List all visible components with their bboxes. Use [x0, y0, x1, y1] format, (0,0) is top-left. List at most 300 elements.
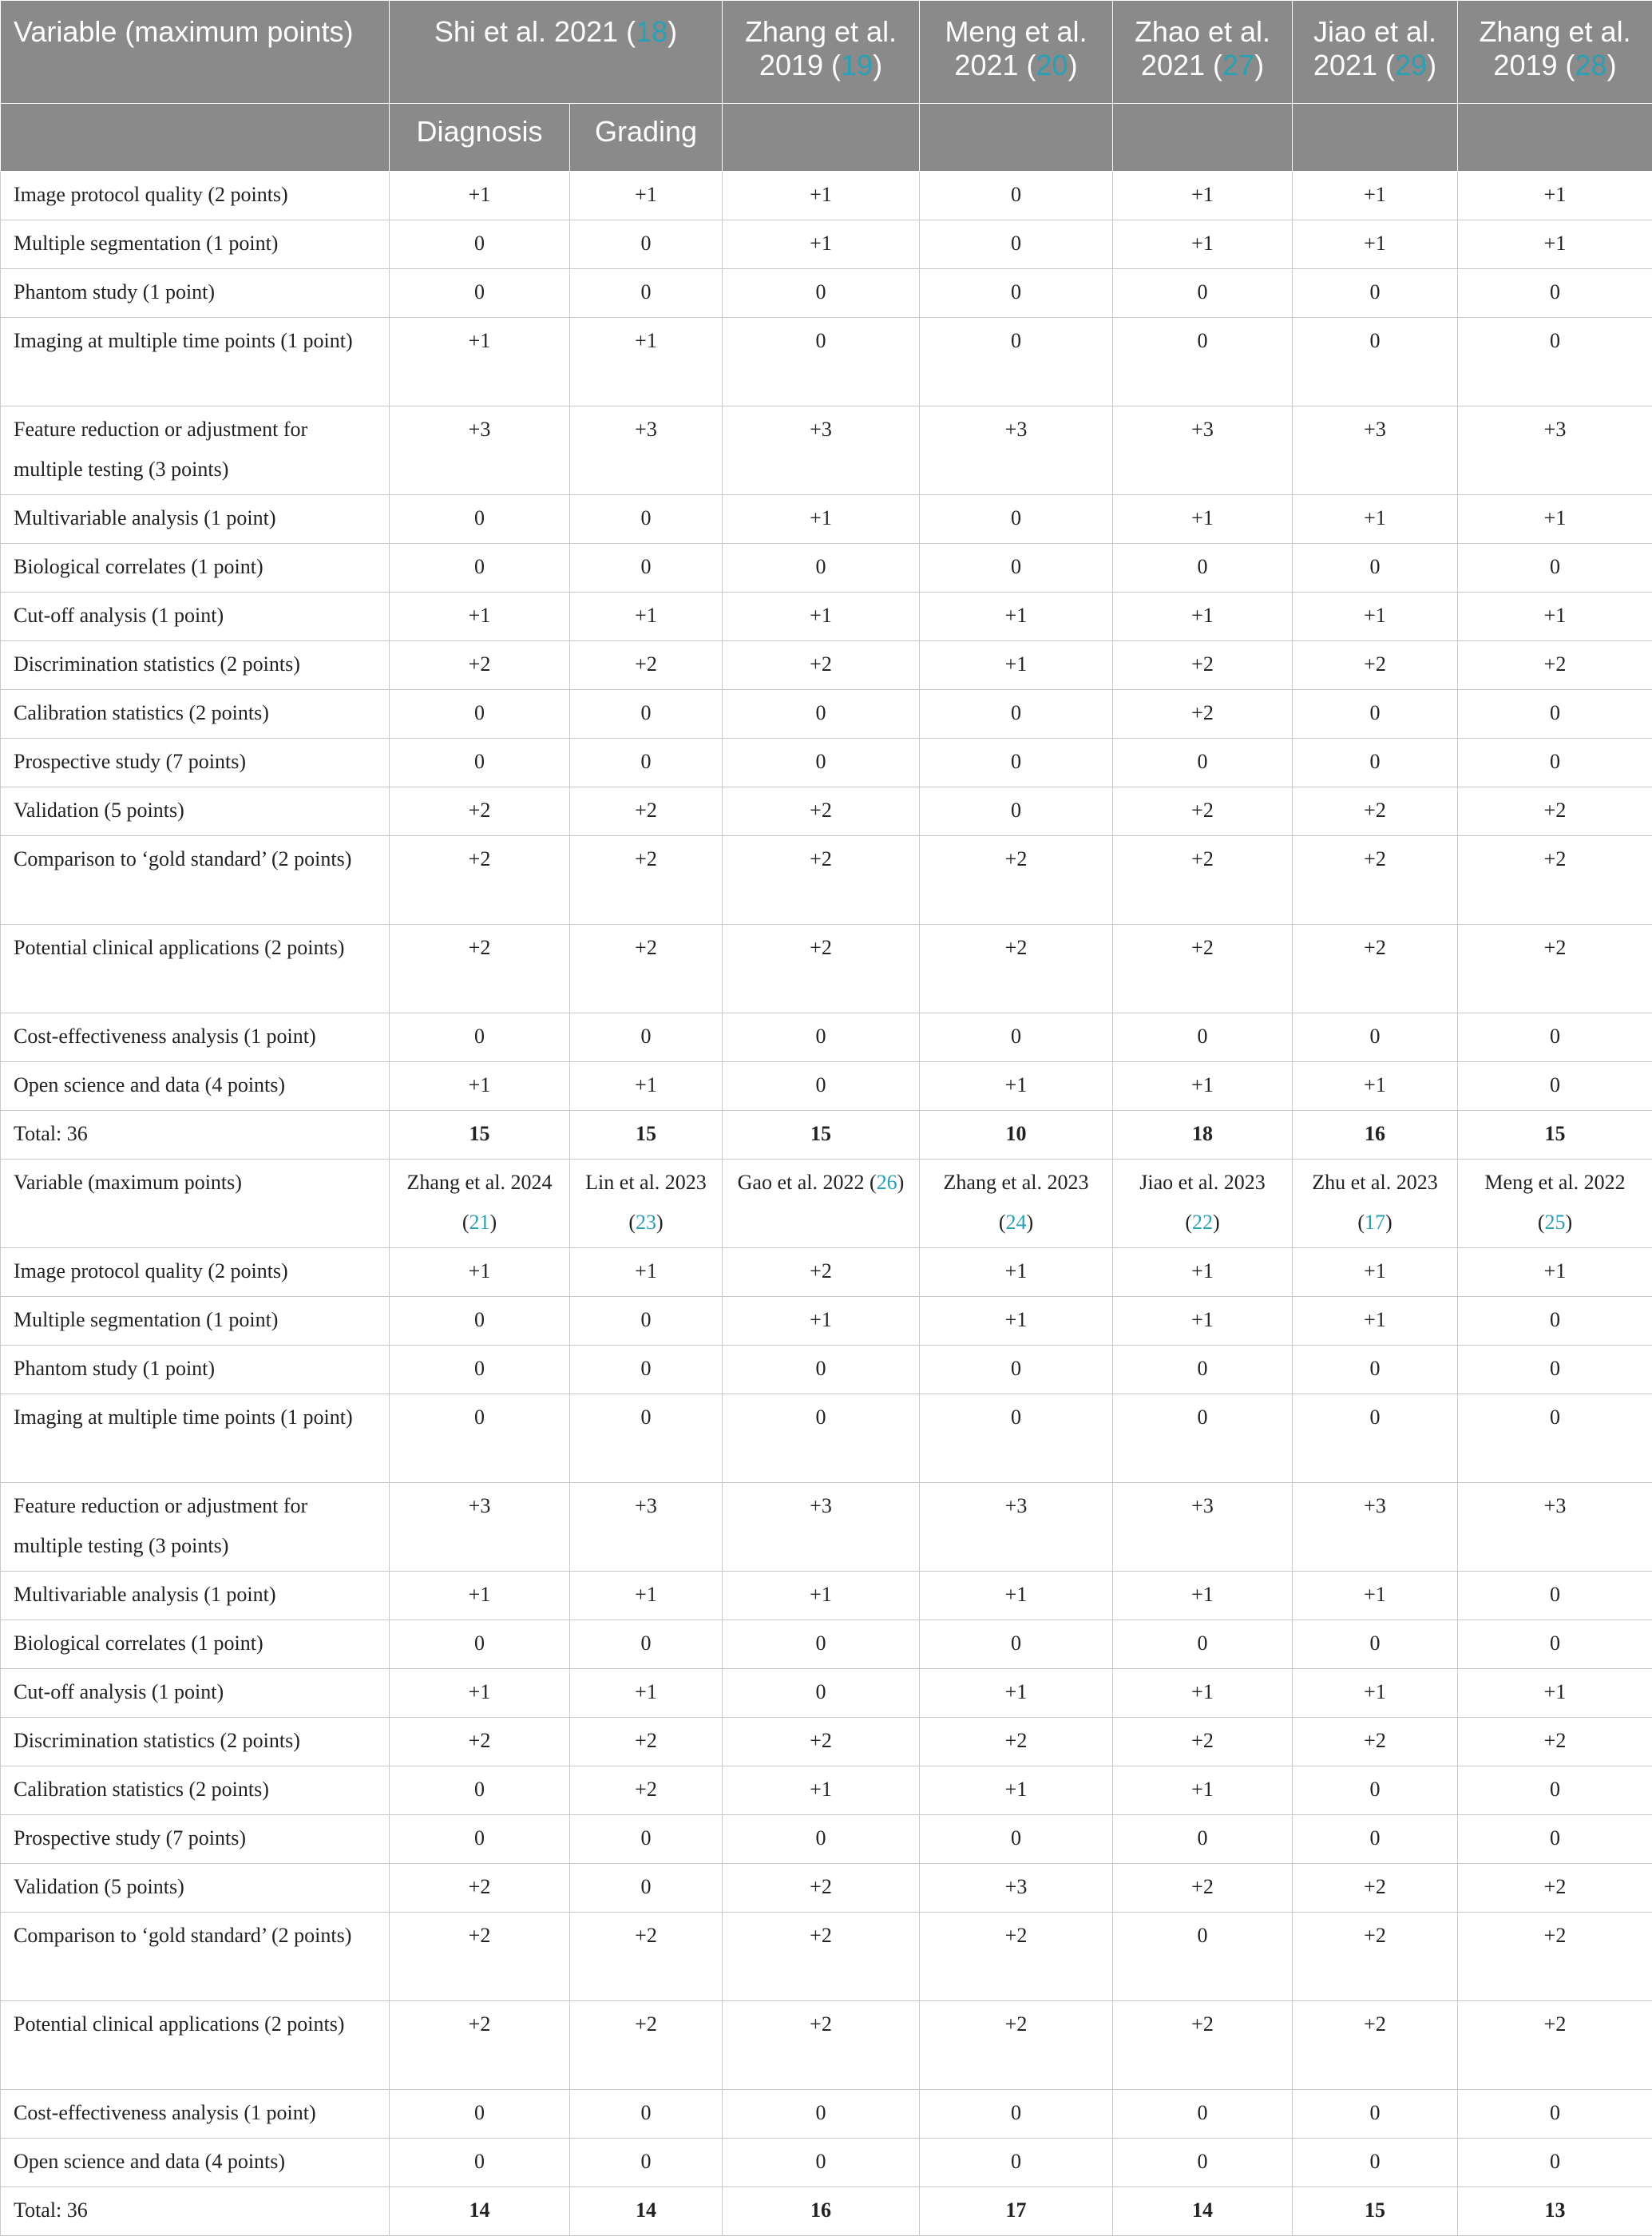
- reference-link[interactable]: 23: [636, 1211, 656, 1234]
- reference-link[interactable]: 17: [1365, 1211, 1385, 1234]
- table-row: [1, 1013, 1652, 1062]
- table-row: [1, 593, 1652, 641]
- score-cell: 0: [920, 318, 1113, 406]
- score-cell: 0: [570, 1394, 723, 1483]
- score-cell: 0: [1458, 1297, 1652, 1346]
- score-cell: 0: [920, 739, 1113, 787]
- score-cell: 0: [1293, 1013, 1458, 1062]
- score-cell: 0: [920, 544, 1113, 593]
- row-label: Biological correlates (1 point): [1, 1620, 390, 1669]
- score-cell: +1: [1458, 495, 1652, 544]
- score-cell: 0: [920, 2090, 1113, 2139]
- header-study-0: Shi et al. 2021 (18): [390, 1, 723, 104]
- score-cell: +1: [920, 1062, 1113, 1111]
- score-cell: +2: [920, 1718, 1113, 1766]
- score-cell: +2: [1113, 641, 1293, 690]
- score-cell: +2: [1293, 641, 1458, 690]
- score-cell: +1: [570, 172, 723, 220]
- score-cell: +2: [570, 787, 723, 836]
- table-row: [1, 641, 1652, 690]
- score-cell: 0: [1458, 690, 1652, 739]
- reference-link[interactable]: 27: [1222, 49, 1254, 81]
- reference-link[interactable]: 18: [636, 15, 668, 48]
- total-row: [1, 2187, 1652, 2236]
- score-cell: +1: [1113, 1248, 1293, 1297]
- score-cell: 0: [920, 1620, 1113, 1669]
- score-cell: 0: [1293, 318, 1458, 406]
- header-study-5: Zhang et al. 2019 (28): [1458, 1, 1652, 104]
- score-cell: +2: [723, 925, 920, 1013]
- total-cell: 14: [390, 2187, 570, 2236]
- score-cell: +2: [1113, 925, 1293, 1013]
- score-cell: 0: [723, 318, 920, 406]
- row-label: Cut-off analysis (1 point): [1, 593, 390, 641]
- row-label: Image protocol quality (2 points): [1, 172, 390, 220]
- score-cell: +1: [1113, 1062, 1293, 1111]
- total-cell: 14: [1113, 2187, 1293, 2236]
- score-cell: +2: [1293, 2001, 1458, 2090]
- score-cell: 0: [570, 690, 723, 739]
- score-cell: 0: [723, 544, 920, 593]
- row-label: Multivariable analysis (1 point): [1, 495, 390, 544]
- score-cell: +3: [920, 1864, 1113, 1913]
- total-cell: 15: [390, 1111, 570, 1160]
- score-cell: +1: [1458, 172, 1652, 220]
- score-cell: 0: [1293, 739, 1458, 787]
- header-blank: [1293, 104, 1458, 172]
- score-cell: 0: [920, 690, 1113, 739]
- score-cell: 0: [1113, 1394, 1293, 1483]
- score-cell: 0: [920, 1394, 1113, 1483]
- score-cell: +2: [1293, 1913, 1458, 2001]
- score-cell: +1: [1113, 1669, 1293, 1718]
- score-cell: +2: [920, 1913, 1113, 2001]
- score-cell: +2: [1458, 836, 1652, 925]
- score-cell: +1: [1458, 1669, 1652, 1718]
- score-cell: +2: [723, 1864, 920, 1913]
- table-row: [1, 2090, 1652, 2139]
- score-cell: +3: [390, 406, 570, 495]
- score-cell: +2: [570, 2001, 723, 2090]
- score-cell: 0: [1113, 1620, 1293, 1669]
- score-cell: 0: [390, 220, 570, 269]
- table-row: [1, 269, 1652, 318]
- header-study-4: Jiao et al. 2021 (29): [1293, 1, 1458, 104]
- score-cell: 0: [723, 1620, 920, 1669]
- score-cell: +1: [570, 1669, 723, 1718]
- total-row: [1, 1111, 1652, 1160]
- score-cell: 0: [920, 1013, 1113, 1062]
- score-cell: +3: [570, 406, 723, 495]
- row-label: Potential clinical applications (2 points): [1, 925, 390, 1013]
- score-cell: +1: [1113, 1297, 1293, 1346]
- score-cell: +2: [570, 836, 723, 925]
- table-row: [1, 1669, 1652, 1718]
- score-cell: +2: [1458, 925, 1652, 1013]
- score-cell: +2: [390, 2001, 570, 2090]
- table-row: [1, 172, 1652, 220]
- score-cell: 0: [723, 1346, 920, 1394]
- reference-link[interactable]: 19: [841, 49, 873, 81]
- score-cell: 0: [1458, 1815, 1652, 1864]
- table-body: [1, 172, 1652, 2236]
- score-cell: +1: [723, 495, 920, 544]
- score-cell: 0: [570, 739, 723, 787]
- table-row: [1, 1913, 1652, 2001]
- row-label: Biological correlates (1 point): [1, 544, 390, 593]
- table-row: [1, 787, 1652, 836]
- score-cell: +2: [390, 836, 570, 925]
- score-cell: 0: [1113, 1815, 1293, 1864]
- score-cell: 0: [723, 1669, 920, 1718]
- row-label: Calibration statistics (2 points): [1, 690, 390, 739]
- row-label: Feature reduction or adjustment for multiple testing (3 points): [1, 406, 390, 495]
- score-cell: 0: [723, 690, 920, 739]
- score-cell: +1: [390, 1669, 570, 1718]
- score-cell: +1: [1293, 1669, 1458, 1718]
- score-cell: +2: [920, 925, 1113, 1013]
- table-row: [1, 1248, 1652, 1297]
- score-cell: 0: [920, 2139, 1113, 2187]
- score-cell: 0: [1458, 269, 1652, 318]
- score-cell: 0: [1458, 1766, 1652, 1815]
- score-cell: 0: [1293, 690, 1458, 739]
- reference-link[interactable]: 28: [1575, 49, 1607, 81]
- score-cell: +1: [920, 1297, 1113, 1346]
- score-cell: +1: [723, 220, 920, 269]
- row-label: Comparison to ‘gold standard’ (2 points): [1, 836, 390, 925]
- header-study-2: Meng et al. 2021 (20): [920, 1, 1113, 104]
- score-cell: 0: [1293, 1394, 1458, 1483]
- score-cell: +2: [1113, 2001, 1293, 2090]
- score-cell: +1: [570, 593, 723, 641]
- score-cell: 0: [570, 1620, 723, 1669]
- row-label: Comparison to ‘gold standard’ (2 points): [1, 1913, 390, 2001]
- row-label: Total: 36: [1, 1111, 390, 1160]
- score-cell: +1: [1293, 1248, 1458, 1297]
- table-row: [1, 2139, 1652, 2187]
- score-cell: 0: [1113, 544, 1293, 593]
- score-cell: +1: [1113, 1572, 1293, 1620]
- row-label: Validation (5 points): [1, 787, 390, 836]
- score-cell: +2: [570, 641, 723, 690]
- score-cell: +1: [1458, 220, 1652, 269]
- score-cell: +1: [390, 593, 570, 641]
- score-cell: +3: [920, 1483, 1113, 1572]
- row-label: Potential clinical applications (2 points): [1, 2001, 390, 2090]
- score-cell: +1: [390, 1248, 570, 1297]
- score-cell: +1: [920, 1572, 1113, 1620]
- table-row: [1, 1483, 1652, 1572]
- subheader-study-4: Jiao et al. 2023 (22): [1113, 1160, 1293, 1248]
- score-cell: +3: [1293, 406, 1458, 495]
- score-cell: 0: [390, 269, 570, 318]
- subheader-study-0: Zhang et al. 2024 (21): [390, 1160, 570, 1248]
- score-cell: +1: [570, 1062, 723, 1111]
- score-cell: +2: [1458, 1864, 1652, 1913]
- score-cell: 0: [920, 787, 1113, 836]
- score-cell: 0: [390, 544, 570, 593]
- score-cell: 0: [1458, 1394, 1652, 1483]
- row-label: Total: 36: [1, 2187, 390, 2236]
- score-cell: 0: [920, 1815, 1113, 1864]
- score-cell: +3: [1113, 406, 1293, 495]
- total-cell: 15: [723, 1111, 920, 1160]
- score-cell: 0: [920, 269, 1113, 318]
- row-label: Discrimination statistics (2 points): [1, 1718, 390, 1766]
- score-cell: +1: [920, 1669, 1113, 1718]
- score-cell: 0: [570, 269, 723, 318]
- score-cell: +1: [1458, 593, 1652, 641]
- score-cell: +2: [390, 925, 570, 1013]
- score-cell: 0: [920, 172, 1113, 220]
- score-cell: +2: [1113, 836, 1293, 925]
- score-cell: +1: [1293, 1572, 1458, 1620]
- score-cell: +1: [390, 318, 570, 406]
- score-cell: +2: [1293, 925, 1458, 1013]
- row-label: Multivariable analysis (1 point): [1, 1572, 390, 1620]
- score-cell: 0: [390, 1766, 570, 1815]
- score-cell: +1: [1293, 220, 1458, 269]
- score-cell: +1: [570, 1572, 723, 1620]
- table-row: [1, 836, 1652, 925]
- score-cell: +1: [390, 172, 570, 220]
- table-row: [1, 544, 1652, 593]
- score-cell: +2: [723, 836, 920, 925]
- total-cell: 15: [1458, 1111, 1652, 1160]
- score-cell: 0: [390, 1394, 570, 1483]
- score-cell: 0: [1458, 1346, 1652, 1394]
- score-cell: 0: [1293, 544, 1458, 593]
- header-blank: [1113, 104, 1293, 172]
- score-cell: 0: [1293, 1815, 1458, 1864]
- score-cell: +1: [723, 1572, 920, 1620]
- score-cell: 0: [920, 495, 1113, 544]
- score-cell: 0: [570, 2139, 723, 2187]
- score-cell: 0: [1458, 739, 1652, 787]
- score-cell: +2: [1458, 1718, 1652, 1766]
- row-label: Validation (5 points): [1, 1864, 390, 1913]
- score-cell: 0: [920, 1346, 1113, 1394]
- score-cell: +2: [920, 836, 1113, 925]
- score-cell: +3: [1458, 1483, 1652, 1572]
- header-diagnosis: Diagnosis: [390, 104, 570, 172]
- reference-link[interactable]: 20: [1036, 49, 1068, 81]
- subheader-study-3: Zhang et al. 2023 (24): [920, 1160, 1113, 1248]
- score-cell: +3: [920, 406, 1113, 495]
- header-grading: Grading: [570, 104, 723, 172]
- score-cell: +2: [570, 1913, 723, 2001]
- score-cell: 0: [390, 1013, 570, 1062]
- score-cell: +1: [1113, 1766, 1293, 1815]
- score-cell: +2: [723, 1248, 920, 1297]
- score-cell: 0: [1293, 2139, 1458, 2187]
- score-cell: +1: [1113, 220, 1293, 269]
- score-cell: 0: [1293, 1346, 1458, 1394]
- score-cell: 0: [1113, 1013, 1293, 1062]
- score-cell: 0: [723, 1062, 920, 1111]
- score-cell: +1: [390, 1062, 570, 1111]
- table-row: [1, 925, 1652, 1013]
- score-cell: +2: [1458, 1913, 1652, 2001]
- score-cell: +2: [1293, 1718, 1458, 1766]
- score-cell: +2: [390, 1864, 570, 1913]
- total-cell: 10: [920, 1111, 1113, 1160]
- score-cell: 0: [390, 1297, 570, 1346]
- score-cell: +1: [1113, 593, 1293, 641]
- subheader-variable: Variable (maximum points): [1, 1160, 390, 1248]
- score-cell: 0: [570, 1346, 723, 1394]
- score-cell: 0: [390, 739, 570, 787]
- score-cell: 0: [723, 2139, 920, 2187]
- score-cell: 0: [723, 1013, 920, 1062]
- score-cell: 0: [1458, 2139, 1652, 2187]
- table-row: [1, 1572, 1652, 1620]
- row-label: Cost-effectiveness analysis (1 point): [1, 2090, 390, 2139]
- total-cell: 16: [1293, 1111, 1458, 1160]
- score-cell: +1: [723, 172, 920, 220]
- score-cell: +2: [570, 1766, 723, 1815]
- header-study-3: Zhao et al. 2021 (27): [1113, 1, 1293, 104]
- total-cell: 13: [1458, 2187, 1652, 2236]
- score-cell: +2: [1113, 690, 1293, 739]
- score-cell: +2: [390, 641, 570, 690]
- score-cell: 0: [1458, 544, 1652, 593]
- score-cell: +2: [723, 2001, 920, 2090]
- score-cell: 0: [570, 1013, 723, 1062]
- table-row: [1, 690, 1652, 739]
- score-cell: +3: [1458, 406, 1652, 495]
- score-cell: 0: [723, 2090, 920, 2139]
- score-cell: 0: [570, 1297, 723, 1346]
- row-label: Imaging at multiple time points (1 point): [1, 1394, 390, 1483]
- score-cell: +1: [1293, 172, 1458, 220]
- table-row: [1, 495, 1652, 544]
- score-cell: +2: [570, 1718, 723, 1766]
- score-cell: +1: [1293, 593, 1458, 641]
- score-cell: +1: [1113, 495, 1293, 544]
- score-cell: 0: [390, 2090, 570, 2139]
- header-blank: [1, 104, 390, 172]
- table-row: [1, 1297, 1652, 1346]
- header-blank: [920, 104, 1113, 172]
- total-cell: 16: [723, 2187, 920, 2236]
- score-cell: +1: [1293, 495, 1458, 544]
- table-row: [1, 1864, 1652, 1913]
- score-cell: 0: [920, 220, 1113, 269]
- score-cell: 0: [1113, 318, 1293, 406]
- score-cell: 0: [1293, 269, 1458, 318]
- score-cell: 0: [1458, 2090, 1652, 2139]
- total-cell: 18: [1113, 1111, 1293, 1160]
- total-cell: 15: [1293, 2187, 1458, 2236]
- row-label: Open science and data (4 points): [1, 1062, 390, 1111]
- reference-link[interactable]: 21: [469, 1211, 490, 1234]
- table-header: [1, 1, 1652, 172]
- score-cell: +1: [570, 1248, 723, 1297]
- header-study-1: Zhang et al. 2019 (19): [723, 1, 920, 104]
- table-row: [1, 1062, 1652, 1111]
- score-cell: 0: [723, 739, 920, 787]
- score-cell: 0: [390, 1815, 570, 1864]
- score-cell: +1: [1293, 1062, 1458, 1111]
- table-row: [1, 220, 1652, 269]
- score-cell: +1: [570, 318, 723, 406]
- row-label: Phantom study (1 point): [1, 269, 390, 318]
- row-label: Discrimination statistics (2 points): [1, 641, 390, 690]
- score-cell: +1: [723, 593, 920, 641]
- row-label: Multiple segmentation (1 point): [1, 1297, 390, 1346]
- score-cell: 0: [1458, 1062, 1652, 1111]
- row-label: Phantom study (1 point): [1, 1346, 390, 1394]
- subheader-study-1: Lin et al. 2023 (23): [570, 1160, 723, 1248]
- score-cell: 0: [1293, 1620, 1458, 1669]
- score-cell: 0: [390, 495, 570, 544]
- score-cell: +2: [723, 641, 920, 690]
- table-row: [1, 1815, 1652, 1864]
- row-label: Image protocol quality (2 points): [1, 1248, 390, 1297]
- score-cell: +2: [723, 1718, 920, 1766]
- score-cell: +2: [390, 787, 570, 836]
- score-cell: +1: [390, 1572, 570, 1620]
- score-cell: +3: [1113, 1483, 1293, 1572]
- score-cell: +2: [920, 2001, 1113, 2090]
- score-cell: 0: [1293, 1766, 1458, 1815]
- score-cell: 0: [570, 2090, 723, 2139]
- row-label: Open science and data (4 points): [1, 2139, 390, 2187]
- score-cell: 0: [1293, 2090, 1458, 2139]
- score-cell: +3: [1293, 1483, 1458, 1572]
- score-cell: 0: [1458, 1013, 1652, 1062]
- score-cell: +2: [570, 925, 723, 1013]
- total-cell: 15: [570, 1111, 723, 1160]
- score-cell: +2: [1113, 1718, 1293, 1766]
- total-cell: 17: [920, 2187, 1113, 2236]
- table-row: [1, 739, 1652, 787]
- score-cell: +2: [1293, 836, 1458, 925]
- row-label: Imaging at multiple time points (1 point): [1, 318, 390, 406]
- reference-link[interactable]: 22: [1192, 1211, 1213, 1234]
- score-cell: +1: [920, 641, 1113, 690]
- reference-link[interactable]: 29: [1395, 49, 1427, 81]
- total-cell: 14: [570, 2187, 723, 2236]
- row-label: Multiple segmentation (1 point): [1, 220, 390, 269]
- score-cell: 0: [390, 690, 570, 739]
- reference-link[interactable]: 26: [877, 1171, 897, 1194]
- score-cell: 0: [570, 1864, 723, 1913]
- header-blank: [723, 104, 920, 172]
- reference-link[interactable]: 25: [1545, 1211, 1566, 1234]
- row-label: Feature reduction or adjustment for multiple testing (3 points): [1, 1483, 390, 1572]
- score-cell: +3: [723, 406, 920, 495]
- second-block-header-row: [1, 1160, 1652, 1248]
- score-cell: +1: [723, 1766, 920, 1815]
- score-cell: 0: [390, 2139, 570, 2187]
- score-cell: +2: [1293, 1864, 1458, 1913]
- row-label: Cost-effectiveness analysis (1 point): [1, 1013, 390, 1062]
- score-cell: 0: [570, 1815, 723, 1864]
- table-row: [1, 406, 1652, 495]
- score-cell: 0: [1113, 269, 1293, 318]
- score-cell: +2: [390, 1718, 570, 1766]
- score-cell: +2: [1113, 787, 1293, 836]
- score-cell: +2: [1458, 641, 1652, 690]
- score-cell: 0: [1458, 318, 1652, 406]
- table-row: [1, 1766, 1652, 1815]
- reference-link[interactable]: 24: [1006, 1211, 1027, 1234]
- score-cell: +3: [570, 1483, 723, 1572]
- score-cell: 0: [1113, 1346, 1293, 1394]
